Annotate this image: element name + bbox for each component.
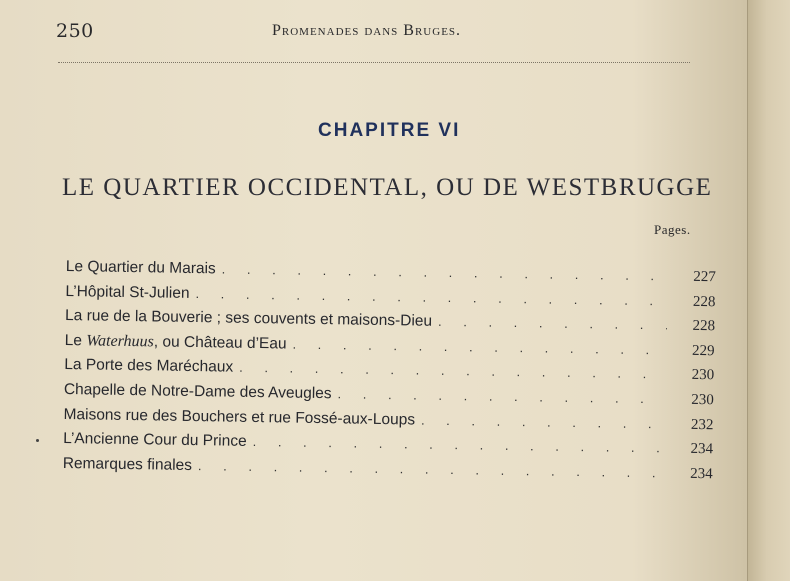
page-number: 250 bbox=[56, 20, 94, 42]
dot-leader bbox=[337, 386, 666, 406]
dot-leader bbox=[438, 314, 667, 333]
chapter-title: LE QUARTIER OCCIDENTAL, OU DE WESTBRUGGE bbox=[62, 174, 713, 201]
toc-entry-title: La Porte des Maréchaux bbox=[64, 356, 234, 377]
toc-entry-title: Maisons rue des Bouchers et rue Fossé-aux-Loups bbox=[63, 405, 416, 429]
toc-entry-page: 230 bbox=[691, 391, 714, 409]
toc-title-italic: Waterhuus bbox=[86, 332, 154, 351]
toc-entry-page: 234 bbox=[690, 465, 713, 482]
toc-entry-title: L’Hôpital St-Julien bbox=[65, 282, 190, 302]
toc-entry-page: 232 bbox=[690, 416, 714, 433]
toc-entry-page: 230 bbox=[691, 367, 715, 384]
dot-leader bbox=[421, 412, 666, 431]
toc-entry-page: 228 bbox=[692, 293, 716, 310]
margin-mark bbox=[36, 439, 39, 442]
running-title: Promenades dans Bruges. bbox=[272, 22, 462, 39]
facing-page-edge bbox=[747, 0, 790, 581]
toc-entry-title bbox=[65, 332, 287, 353]
toc-entry-page: 234 bbox=[690, 440, 714, 458]
dot-leader bbox=[292, 336, 666, 357]
toc-title-prefix: Le bbox=[64, 331, 87, 350]
toc-entry-page: 229 bbox=[691, 342, 715, 359]
toc-entry-page: 227 bbox=[693, 268, 716, 286]
toc-entry-title: Le Quartier du Marais bbox=[65, 258, 216, 278]
pages-column-label: Pages. bbox=[654, 222, 691, 237]
table-of-contents bbox=[63, 258, 716, 490]
toc-entry-title: Remarques finales bbox=[62, 454, 193, 474]
chapter-label: CHAPITRE VI bbox=[318, 120, 461, 141]
toc-entry-title: La rue de la Bouverie ; ses couvents et maisons-Dieu bbox=[64, 307, 433, 330]
header-dotted-rule bbox=[58, 62, 690, 63]
toc-entry-page: 228 bbox=[692, 318, 716, 335]
dot-leader bbox=[222, 261, 668, 283]
toc-entry-title: Chapelle de Notre-Dame des Aveugles bbox=[63, 380, 332, 403]
toc-entry-title: L’Ancienne Cour du Prince bbox=[63, 430, 247, 451]
toc-title-suffix: , ou Château d’Eau bbox=[153, 333, 287, 353]
